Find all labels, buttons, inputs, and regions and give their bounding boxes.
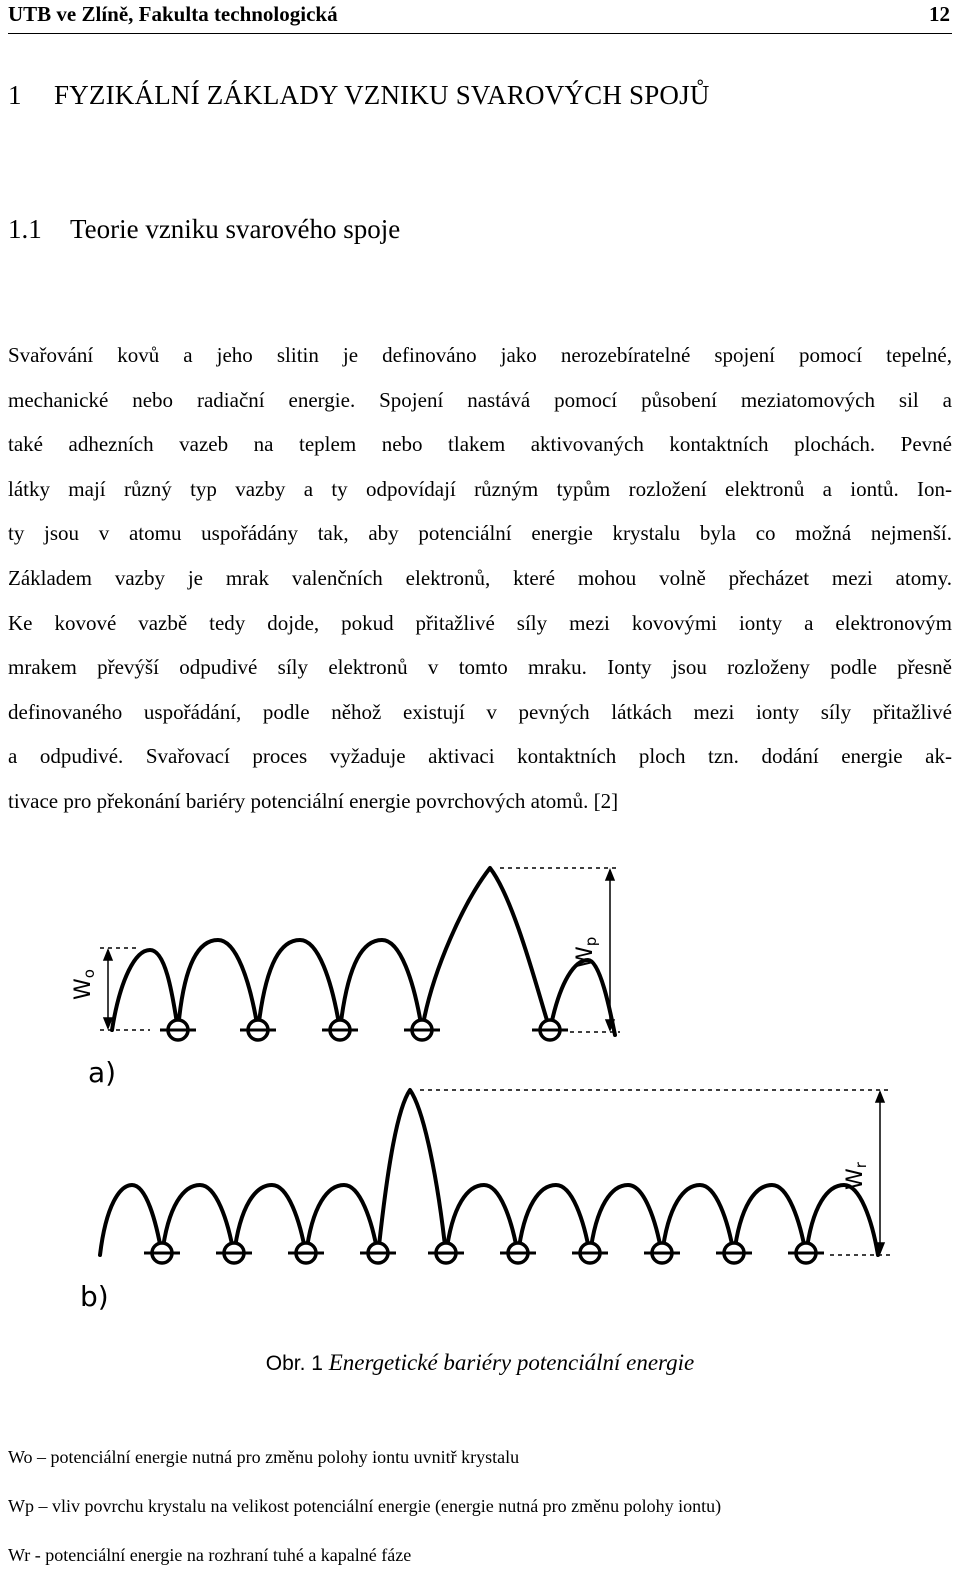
label-b: b) <box>80 1280 109 1313</box>
section-heading <box>8 214 400 245</box>
figure-caption <box>0 1350 960 1376</box>
paragraph-line: definovaného uspořádání, podle něhož existují v pevných látkách mezi ionty síly přitažlivé <box>8 699 952 724</box>
label-wo: Wo <box>71 969 98 1000</box>
label-a: a) <box>88 1056 117 1089</box>
paragraph-line: Svařování kovů a jeho slitin je definováno jako nerozebíratelné spojení pomocí tepelné, <box>8 343 952 367</box>
energy-barrier-figure <box>60 860 920 1330</box>
caption-text: Energetické bariéry potenciální energie <box>328 1350 695 1375</box>
header-page-number: 12 <box>929 2 950 26</box>
curve-a <box>112 868 615 1035</box>
paragraph-line: mrakem převýší odpudivé síly elektronů v tomto mraku. Ionty jsou rozloženy podle přesně <box>8 655 952 680</box>
legend-wp: Wp – vliv povrchu krystalu na velikost potenciální energie (energie nutná pro změnu polohy iontu) <box>8 1496 722 1516</box>
section-number: 1.1 <box>8 214 42 244</box>
paragraph-line: mechanické nebo radiační energie. Spojení nastává pomocí působení meziatomových sil a <box>8 387 952 412</box>
legend-wr: Wr - potenciální energie na rozhraní tuhé a kapalné fáze <box>8 1545 412 1565</box>
page-header <box>8 0 952 34</box>
chapter-heading <box>8 80 710 111</box>
header-institution: UTB ve Zlíně, Fakulta technologická <box>8 2 338 26</box>
paragraph-line: látky mají různý typ vazby a ty odpovídají různým typům rozložení elektronů a iontů. Ion- <box>8 476 952 501</box>
paragraph-line: a odpudivé. Svařovací proces vyžaduje aktivaci kontaktních ploch tzn. dodání energie ak- <box>8 744 952 769</box>
paragraph-line: Ke kovové vazbě tedy dojde, pokud přitažlivé síly mezi kovovými ionty a elektronovým <box>8 610 952 635</box>
paragraph-line: ty jsou v atomu uspořádány tak, aby potenciální energie krystalu byla co možná nejmenší. <box>8 521 952 546</box>
body-paragraph <box>8 333 952 824</box>
chapter-title: FYZIKÁLNÍ ZÁKLADY VZNIKU SVAROVÝCH SPOJŮ <box>54 80 710 110</box>
label-wp: Wp <box>573 936 600 968</box>
paragraph-line: tivace pro překonání bariéry potenciální energie povrchových atomů. [2] <box>8 788 619 813</box>
section-title: Teorie vzniku svarového spoje <box>70 214 401 244</box>
caption-label: Obr. 1 <box>265 1352 323 1375</box>
paragraph-line: Základem vazby je mrak valenčních elektronů, které mohou volně přecházet mezi atomy. <box>8 565 952 590</box>
curve-b <box>100 1090 878 1255</box>
paragraph-line: také adhezních vazeb na teplem nebo tlakem aktivovaných kontaktních plochách. Pevné <box>8 432 952 457</box>
legend-wo: Wo – potenciální energie nutná pro změnu polohy iontu uvnitř krystalu <box>8 1447 520 1467</box>
label-wr: Wr <box>843 1162 870 1190</box>
chapter-number: 1 <box>8 80 22 110</box>
